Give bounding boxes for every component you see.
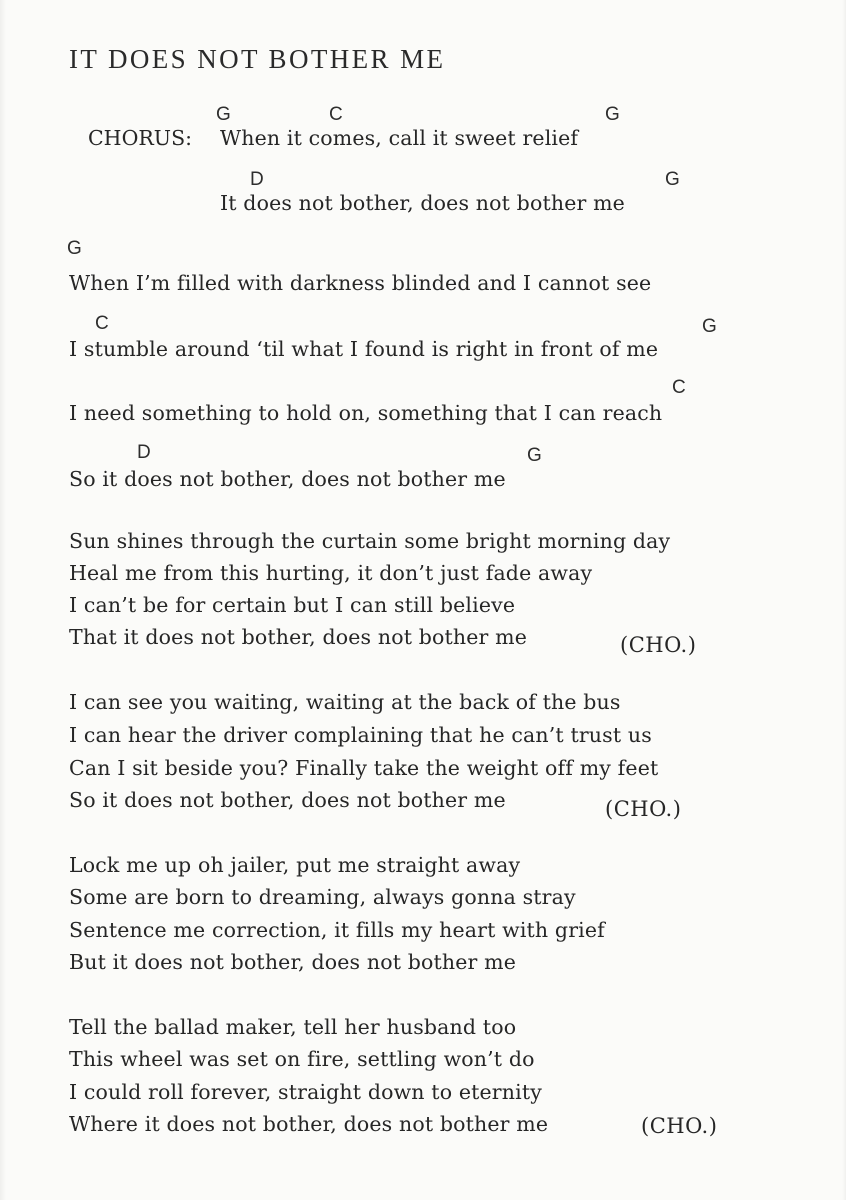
- lyric-line: Sun shines through the curtain some bright morning day: [69, 529, 671, 553]
- lyric-line: Lock me up oh jailer, put me straight away: [69, 853, 521, 877]
- lyric-line: I need something to hold on, something that I can reach: [69, 401, 663, 425]
- chorus-label: CHORUS:: [88, 126, 193, 150]
- chord: C: [672, 377, 686, 398]
- lyric-line: I could roll forever, straight down to eternity: [69, 1080, 542, 1104]
- chord: G: [527, 445, 542, 466]
- lyric-line: I can see you waiting, waiting at the back of the bus: [69, 690, 621, 714]
- chorus-reference: (CHO.): [620, 633, 697, 657]
- lyric-line: So it does not bother, does not bother me: [69, 467, 506, 491]
- lyric-line: When I’m filled with darkness blinded and I cannot see: [69, 271, 652, 295]
- lyric-line: Some are born to dreaming, always gonna stray: [69, 885, 576, 909]
- song-title: IT DOES NOT BOTHER ME: [69, 44, 446, 74]
- chord: C: [95, 313, 109, 334]
- chord: D: [250, 169, 264, 190]
- chord: G: [665, 169, 680, 190]
- lyric-line: This wheel was set on fire, settling won’t do: [69, 1047, 535, 1071]
- chorus-line: When it comes, call it sweet relief: [220, 126, 579, 150]
- chorus-line: It does not bother, does not bother me: [220, 191, 625, 215]
- chord: G: [702, 316, 717, 337]
- chorus-reference: (CHO.): [605, 797, 682, 821]
- lyric-line: I stumble around ‘til what I found is right in front of me: [69, 337, 659, 361]
- lyric-line: But it does not bother, does not bother me: [69, 950, 517, 974]
- lyric-line: Heal me from this hurting, it don’t just fade away: [69, 561, 593, 585]
- chord: G: [216, 104, 231, 125]
- lyric-line: Sentence me correction, it fills my heart with grief: [69, 918, 605, 942]
- lyric-line: Can I sit beside you? Finally take the weight off my feet: [69, 756, 659, 780]
- lyric-line: So it does not bother, does not bother me: [69, 788, 506, 812]
- chord: G: [67, 238, 82, 259]
- chord: C: [329, 104, 343, 125]
- lyric-line: I can hear the driver complaining that he can’t trust us: [69, 723, 652, 747]
- chord: G: [605, 104, 620, 125]
- chord: D: [137, 442, 151, 463]
- lyric-line: Where it does not bother, does not bother me: [69, 1112, 549, 1136]
- lyric-line: Tell the ballad maker, tell her husband too: [69, 1015, 517, 1039]
- lyric-line: That it does not bother, does not bother me: [69, 625, 528, 649]
- chorus-reference: (CHO.): [641, 1114, 718, 1138]
- lyric-line: I can’t be for certain but I can still believe: [69, 593, 516, 617]
